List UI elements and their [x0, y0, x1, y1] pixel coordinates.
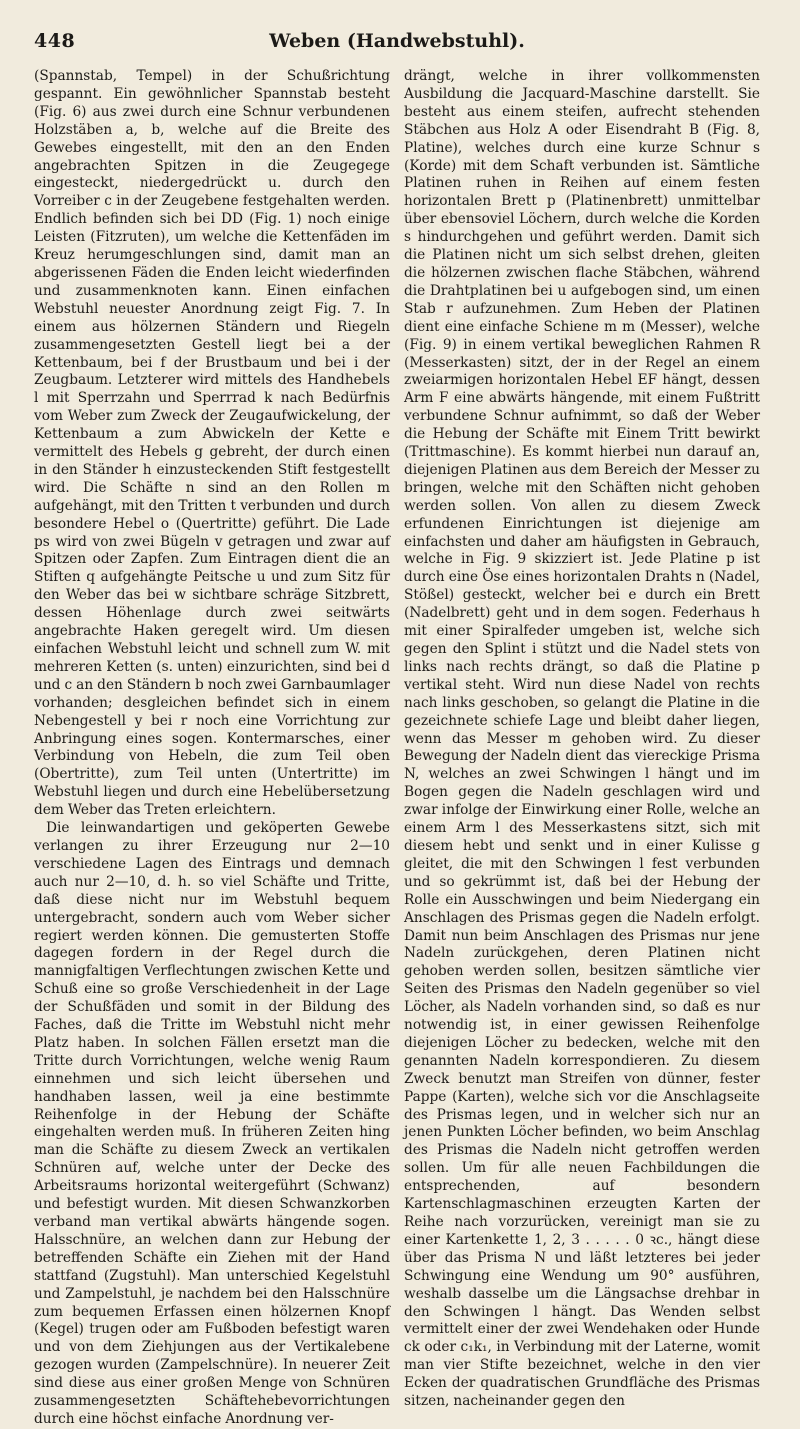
left-column [34, 68, 391, 1427]
text-columns [34, 68, 760, 1427]
page-header [34, 30, 760, 60]
right-column [404, 68, 760, 1410]
running-title: Weben (Handwebstuhl). [269, 30, 525, 52]
paragraph: (Spannstab, Tempel) in der Schußrichtung gespannt. Ein gewöhnlicher Spannstab besteht (Fig. 6) aus zwei durch eine Schnur verbundenen Holzstäben a, b, welche auf die Breite des Gewebes eingestellt, mit den an den Enden angebrachten Spitzen in die Zeugegege eingesteckt, niedergedrückt u. durch den Vorreiber c in der Zeugebene festgehalten werden. Endlich befinden sich bei DD (Fig. 1) noch einige Leisten (Fitzruten), um welche die Kettenfäden im Kreuz herumgeschlungen sind, damit man an abgerissenen Fäden die Enden leicht wiederfinden und zusammenknoten kann. Einen einfachen Webstuhl neuester Anordnung zeigt Fig. 7. In einem aus hölzernen Ständern und Riegeln zusammengesetzten Gestell liegt bei a der Kettenbaum, bei f der Brustbaum und bei i der Zeugbaum. Letzterer wird mittels des Handhebels l mit Sperrzahn und Sperrrad k nach Bedürfnis vom Weber zum Zweck der Zeugaufwickelung, der Kettenbaum a zum Abwickeln der Kette e vermittelt des Hebels g gebreht, der durch einen in den Ständer h einzusteckenden Stift festgestellt wird. Die Schäfte n sind an den Rollen m aufgehängt, mit den Tritten t verbunden und durch besondere Hebel o (Quertritte) geführt. Die Lade ps wird von zwei Bügeln v getragen und zwar auf Spitzen oder Zapfen. Zum Eintragen dient die an Stiften q aufgehängte Peitsche u und zum Sitz für den Weber das bei w sichtbare schräge Sitzbrett, dessen Höhenlage durch zwei seitwärts angebrachte Haken geregelt wird. Um diesen einfachen Webstuhl leicht und schnell zum W. mit mehreren Ketten (s. unten) einzurichten, sind bei d und c an den Ständern b noch zwei Garnbaumlager vorhanden; desgleichen befindet sich in einem Nebengestell y bei r noch eine Vorrichtung zur Anbringung eines sogen. Kontermarsches, einer Verbindung von Hebeln, die zum Teil oben (Obertritte), zum Teil unten (Untertritte) im Webstuhl liegen und durch eine Hebelübersetzung dem Weber das Treten erleichtern. [34, 68, 391, 819]
page-number: 448 [34, 30, 76, 52]
paragraph: drängt, welche in ihrer vollkommensten Ausbildung die Jacquard-Maschine darstellt. Sie besteht aus einem steifen, aufrecht stehenden Stäbchen aus Holz A oder Eisendraht B (Fig. 8, Platine), welches durch eine kurze Schnur s (Korde) mit dem Schaft verbunden ist. Sämtliche Platinen ruhen in Reihen auf einem festen horizontalen Brett p (Platinenbrett) unmittelbar über ebensoviel Löchern, durch welche die Korden s hindurchgehen und geführt werden. Damit sich die Platinen nicht um sich selbst drehen, gleiten die hölzernen zwischen flache Stäbchen, während die Drahtplatinen bei u aufgebogen sind, um einen Stab r aufzunehmen. Zum Heben der Platinen dient eine einfache Schiene m m (Messer), welche (Fig. 9) in einem vertikal beweglichen Rahmen R (Messerkasten) sitzt, der in der Regel an einem zweiarmigen horizontalen Hebel EF hängt, dessen Arm F eine abwärts hängende, mit einem Fußtritt verbundene Schnur aufnimmt, so daß der Weber die Hebung der Schäfte mit Einem Tritt bewirkt (Trittmaschine). Es kommt hierbei nun darauf an, diejenigen Platinen aus dem Bereich der Messer zu bringen, welche mit den Schäften nicht gehoben werden sollen. Von allen zu diesem Zweck erfundenen Einrichtungen ist diejenige am einfachsten und daher am häufigsten in Gebrauch, welche in Fig. 9 skizziert ist. Jede Platine p ist durch eine Öse eines horizontalen Drahts n (Nadel, Stößel) gesteckt, welcher bei e durch ein Brett (Nadelbrett) geht und in dem sogen. Federhaus h mit einer Spiralfeder umgeben ist, welche sich gegen den Splint i stützt und die Nadel stets von links nach rechts drängt, so daß die Platine p vertikal steht. Wird nun diese Nadel von rechts nach links geschoben, so gelangt die Platine in die gezeichnete schiefe Lage und bleibt daher liegen, wenn das Messer m gehoben wird. Zu dieser Bewegung der Nadeln dient das viereckige Prisma N, welches an zwei Schwingen l hängt und im Bogen gegen die Nadeln geschlagen wird und zwar infolge der Einwirkung einer Rolle, welche an einem Arm l des Messerkastens sitzt, sich mit diesem hebt und senkt und in einer Kulisse g gleitet, die mit den Schwingen l fest verbunden und so gekrümmt ist, daß bei der Hebung der Rolle ein Ausschwingen und beim Niedergang ein Anschlagen des Prismas gegen die Nadeln erfolgt. Damit nun beim Anschlagen des Prismas nur jene Nadeln zurückgehen, deren Platinen nicht gehoben werden sollen, besitzen sämtliche vier Seiten des Prismas den Nadeln gegenüber so viel Löcher, als Nadeln vorhanden sind, so daß es nur notwendig ist, in einer gewissen Reihenfolge diejenigen Löcher zu bedecken, welche mit den genannten Nadeln korrespondieren. Zu diesem Zweck benutzt man Streifen von dünner, fester Pappe (Karten), welche sich vor die Anschlagseite des Prismas legen, und in welcher sich nur an jenen Punkten Löcher befinden, wo beim Anschlag des Prismas die Nadeln nicht getroffen werden sollen. Um für alle neuen Fachbildungen die entsprechenden, auf besondern Kartenschlagmaschinen erzeugten Karten der Reihe nach vorzurücken, vereinigt man sie zu einer Kartenkette 1, 2, 3 . . . . . 0 ꝛc., hängt diese über das Prisma N und läßt letzteres bei jeder Schwingung eine Wendung um 90° ausführen, weshalb dasselbe um die Längsachse drehbar in den Schwingen l hängt. Das Wenden selbst vermittelt einer der zwei Wendehaken oder Hunde ck oder c₁k₁, in Verbindung mit der Laterne, womit man vier Stifte bezeichnet, welche in den vier Ecken der quadratischen Grundfläche des Prismas sitzen, nacheinander gegen den [404, 68, 760, 1410]
paragraph: Die leinwandartigen und geköperten Gewebe verlangen zu ihrer Erzeugung nur 2—10 verschiedene Lagen des Eintrags und demnach auch nur 2—10, d. h. so viel Schäfte und Tritte, daß diese nicht nur im Webstuhl bequem untergebracht, sondern auch vom Weber sicher regiert werden können. Die gemusterten Stoffe dagegen fordern in der Regel durch die mannigfaltigen Verflechtungen zwischen Kette und Schuß eine so große Verschiedenheit in der Lage der Schußfäden und somit in der Bildung des Faches, daß die Tritte im Webstuhl nicht mehr Platz haben. In solchen Fällen ersetzt man die Tritte durch Vorrichtungen, welche wenig Raum einnehmen und sich leicht übersehen und handhaben lassen, weil ja eine bestimmte Reihenfolge in der Hebung der Schäfte eingehalten werden muß. In früheren Zeiten hing man die Schäfte zu diesem Zweck an vertikalen Schnüren auf, welche unter der Decke des Arbeitsraums horizontal weitergeführt (Schwanz) und befestigt wurden. Mit diesen Schwanzkorben verband man vertikal abwärts hängende sogen. Halsschnüre, an welchen dann zur Hebung der betreffenden Schäfte ein Ziehen mit der Hand stattfand (Zugstuhl). Man unterschied Kegelstuhl und Zampelstuhl, je nachdem bei den Halsschnüre zum bequemen Erfassen einen hölzernen Knopf (Kegel) trugen oder am Fußboden befestigt waren und von dem Ziehjungen aus der Vertikalebene gezogen wurden (Zampelschnüre). In neuerer Zeit sind diese aus einer großen Menge von Schnüren zusammengesetzten Schäftehebevorrichtungen durch eine höchst einfache Anordnung ver- [34, 820, 390, 1427]
